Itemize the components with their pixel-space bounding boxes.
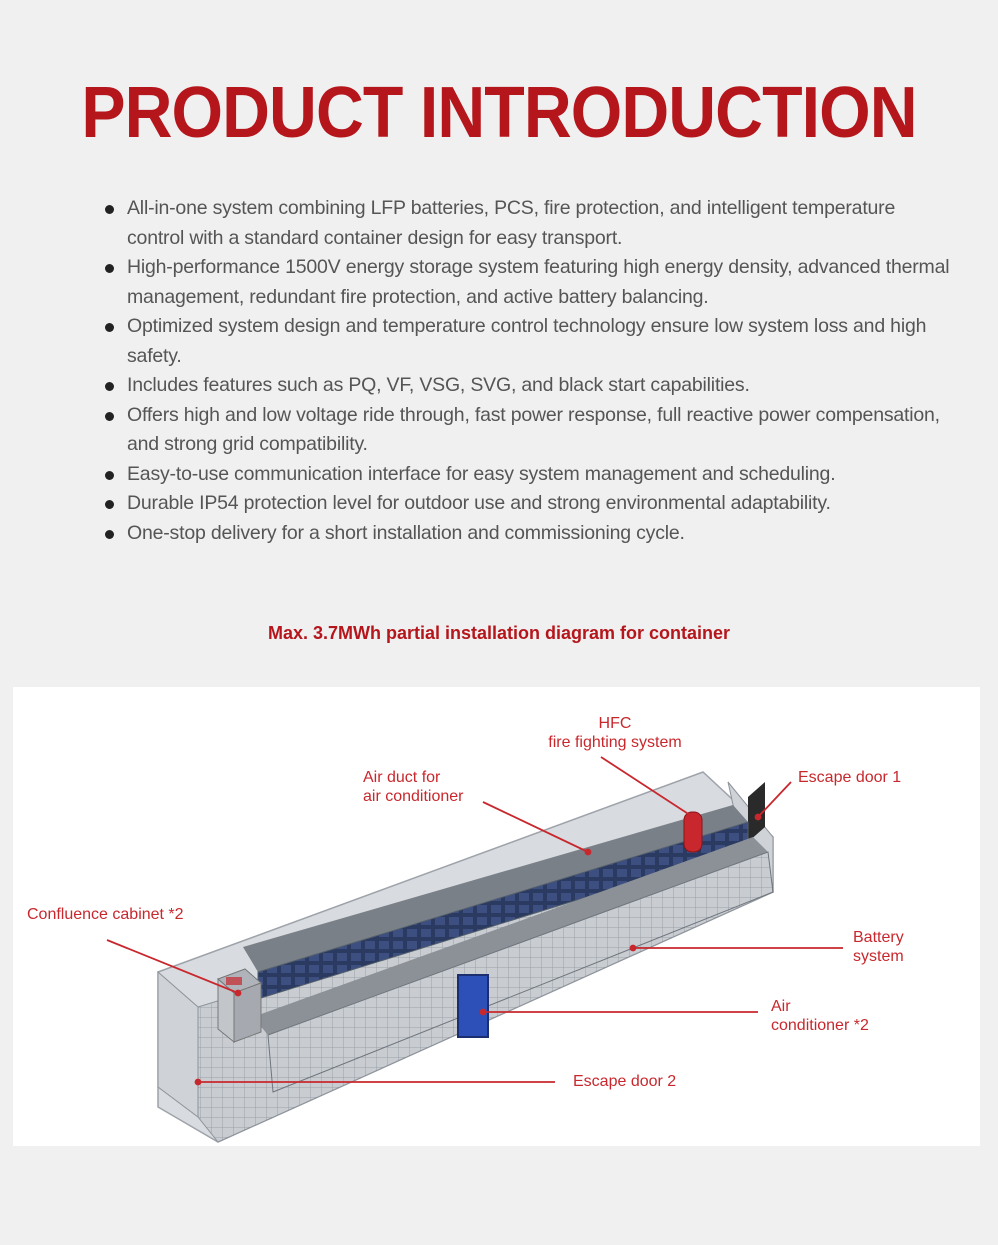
label-air-duct: Air duct for air conditioner [363, 769, 464, 805]
label-air-conditioner: Air conditioner *2 [771, 998, 869, 1034]
bullet-icon [105, 382, 114, 391]
bullet-icon [105, 264, 114, 273]
label-confluence-cabinet: Confluence cabinet *2 [27, 906, 184, 923]
label-escape-door-2: Escape door 2 [573, 1073, 677, 1090]
feature-item [100, 401, 950, 460]
label-battery-system: Battery system [853, 929, 904, 965]
bullet-icon [105, 471, 114, 480]
feature-text: All-in-one system combining LFP batteries, PCS, fire protection, and intelligent temperature control with a standard container design for easy transport. [127, 197, 896, 249]
feature-item [100, 371, 950, 401]
feature-text: Durable IP54 protection level for outdoor use and strong environmental adaptability. [127, 492, 831, 514]
container-diagram [13, 687, 980, 1146]
feature-item [100, 312, 950, 371]
bullet-icon [105, 205, 114, 214]
bullet-icon [105, 323, 114, 332]
feature-text: Offers high and low voltage ride through, fast power response, full reactive power compensation, and strong grid compatibility. [127, 403, 940, 455]
feature-text: Optimized system design and temperature control technology ensure low system loss and high safety. [127, 315, 927, 367]
feature-text: Easy-to-use communication interface for easy system management and scheduling. [127, 462, 836, 485]
feature-item [100, 194, 950, 253]
feature-item [100, 253, 950, 312]
confluence-cabinet [218, 969, 261, 1042]
air-conditioner-unit [458, 975, 488, 1037]
bullet-icon [105, 530, 114, 539]
label-escape-door-1: Escape door 1 [798, 769, 902, 786]
feature-text: One-stop delivery for a short installation and commissioning cycle. [127, 521, 685, 544]
feature-text: High-performance 1500V energy storage system featuring high energy density, advanced thermal management, redundant fire protection, and active battery balancing. [127, 256, 950, 308]
feature-text: Includes features such as PQ, VF, VSG, SVG, and black start capabilities. [127, 374, 750, 396]
feature-item [100, 460, 950, 490]
bullet-icon [105, 500, 114, 509]
feature-item [100, 519, 950, 549]
diagram-caption: Max. 3.7MWh partial installation diagram for container [267, 623, 731, 643]
feature-item [100, 489, 950, 519]
feature-list [100, 194, 950, 548]
bullet-icon [105, 412, 114, 421]
page-title: PRODUCT INTRODUCTION [81, 73, 917, 153]
label-hfc: HFC fire fighting system [548, 715, 682, 751]
